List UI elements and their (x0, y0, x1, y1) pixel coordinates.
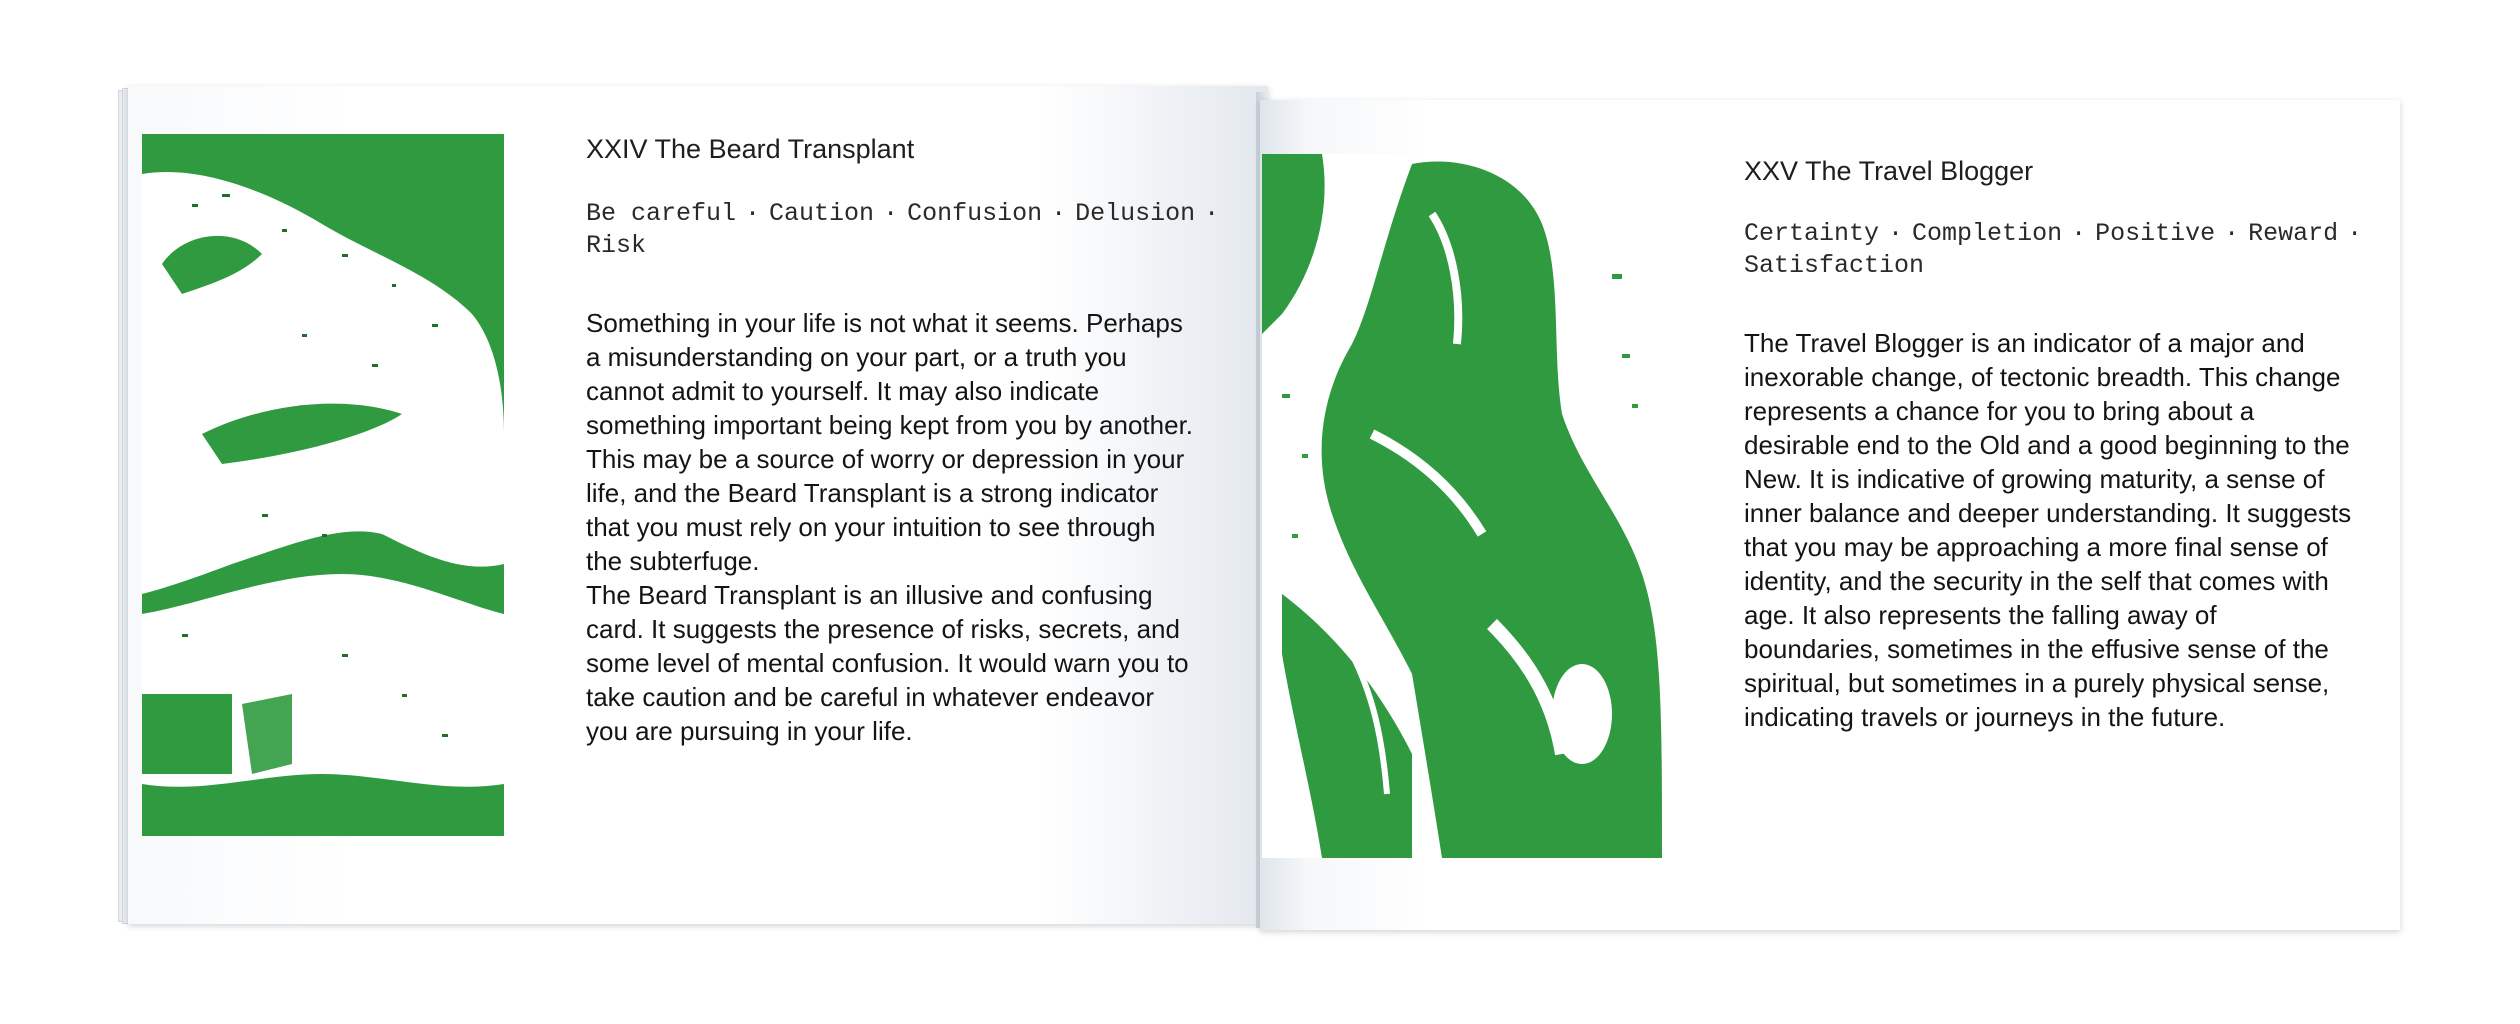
keyword: Confusion (907, 199, 1043, 228)
description-paragraph: Something in your life is not what it seems. Perhaps a misunderstanding on your part, or a truth you cannot admit to yourself. It may also indicate something important being kept from you by another. This may be a source of worry or depression in your life, and the Beard Transplant is a strong indicator that you must rely on your intuition to see through the subterfuge. (586, 308, 1194, 576)
face-closeup-image (142, 134, 504, 836)
left-page (128, 86, 1268, 924)
keyword: Completion (1912, 219, 2063, 248)
keyword: Positive (2095, 219, 2216, 248)
card-keywords: Certainty · Completion · Positive · Reward · Satisfaction (1744, 219, 2363, 280)
card-title: XXIV The Beard Transplant (586, 134, 915, 164)
keyword: Be careful (586, 199, 737, 228)
card-description (1744, 326, 2356, 734)
card-title: XXV The Travel Blogger (1744, 156, 2034, 186)
keyword: Delusion (1075, 199, 1196, 228)
right-page (1260, 100, 2400, 930)
description-paragraph: The Travel Blogger is an indicator of a major and inexorable change, of tectonic breadth. This change represents a chance for you to bring about a desirable end to the Old and a good beginning to the New. It is indicative of growing maturity, a sense of inner balance and deeper understanding. It suggests that you may be approaching a more final sense of identity, and the security in the self that comes with age. It also represents the falling away of boundaries, sometimes in the effusive sense of the spiritual, but sometimes in a purely physical sense, indicating travels or journeys in the future. (1744, 328, 2352, 732)
card-description (586, 306, 1198, 748)
description-paragraph: The Beard Transplant is an illusive and confusing card. It suggests the presence of risks, secrets, and some level of mental confusion. It would warn you to take caution and be careful in whatever endeavor you are pursuing in your life. (586, 580, 1189, 746)
traveler-figure-image (1262, 154, 1662, 858)
keyword: Satisfaction (1744, 251, 1925, 280)
travel-blogger-illustration (1262, 154, 1662, 858)
keyword: Reward (2248, 219, 2339, 248)
keyword: Risk (586, 231, 647, 260)
keyword: Caution (769, 199, 875, 228)
beard-transplant-illustration (142, 134, 504, 836)
card-keywords: Be careful · Caution · Confusion · Delusion · Risk (586, 199, 1220, 260)
keyword: Certainty (1744, 219, 1880, 248)
